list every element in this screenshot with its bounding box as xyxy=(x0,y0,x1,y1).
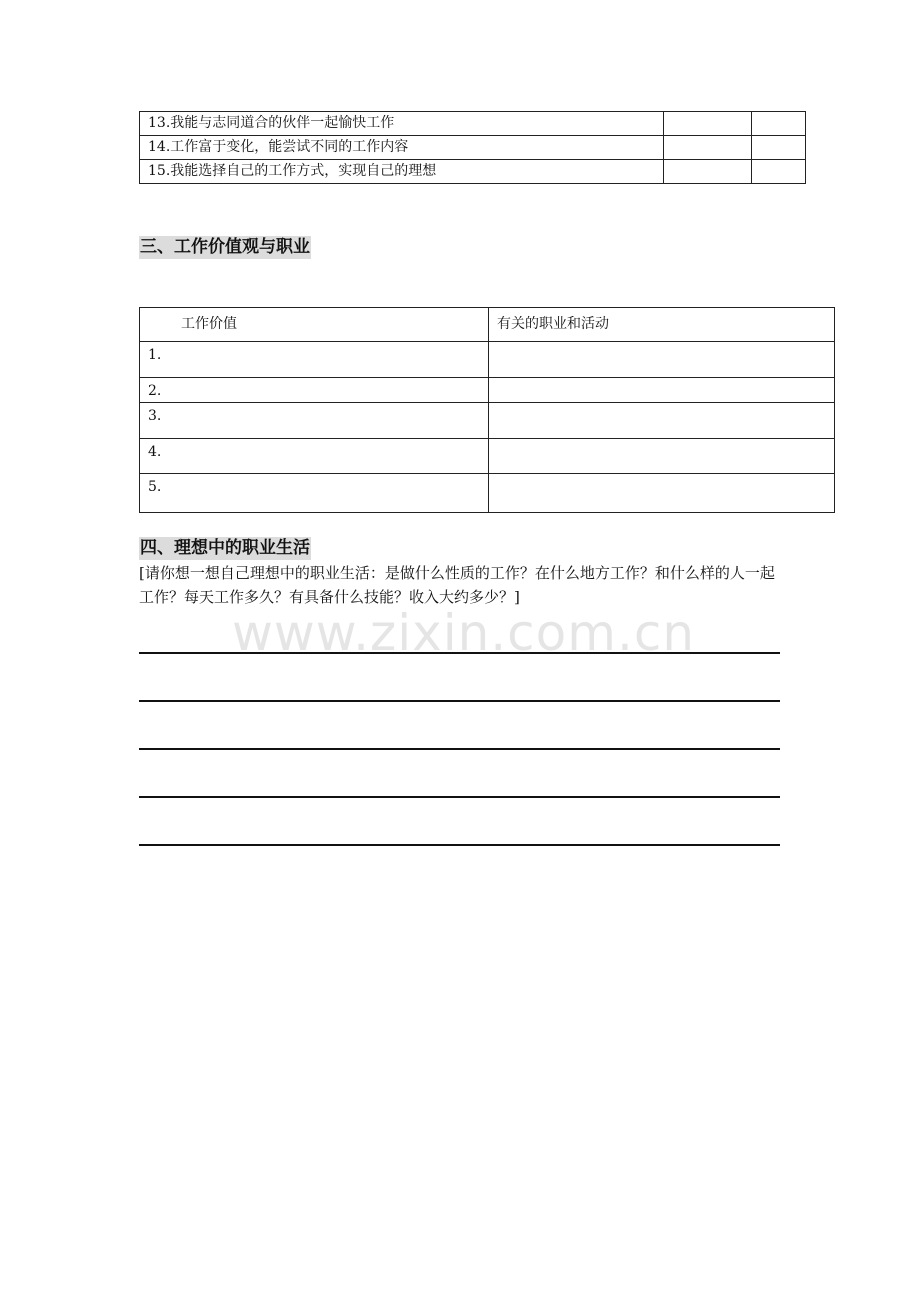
section-heading-work-values: 三、工作价值观与职业 xyxy=(140,237,310,257)
rating-cell[interactable] xyxy=(664,136,752,160)
table-row xyxy=(140,439,835,474)
statement-cell: 13.我能与志同道合的伙伴一起愉快工作 xyxy=(140,112,664,136)
writing-line[interactable] xyxy=(139,700,780,702)
watermark: www.zixin.com.cn xyxy=(232,604,696,662)
table-row xyxy=(140,160,806,184)
work-value-cell[interactable]: 4. xyxy=(140,439,489,474)
table-header-row xyxy=(140,308,835,342)
career-cell[interactable] xyxy=(489,439,835,474)
rating-cell[interactable] xyxy=(752,112,806,136)
career-cell[interactable] xyxy=(489,403,835,439)
table-row xyxy=(140,112,806,136)
section-heading-ideal-career: 四、理想中的职业生活 xyxy=(140,538,310,558)
header-related-careers: 有关的职业和活动 xyxy=(489,308,835,342)
writing-line[interactable] xyxy=(139,844,780,846)
work-values-table xyxy=(139,307,835,513)
header-work-value: 工作价值 xyxy=(140,308,489,342)
writing-line[interactable] xyxy=(139,748,780,750)
rating-cell[interactable] xyxy=(752,160,806,184)
table-row xyxy=(140,403,835,439)
table-row xyxy=(140,378,835,403)
self-assessment-table xyxy=(139,111,806,184)
table-row xyxy=(140,136,806,160)
career-cell[interactable] xyxy=(489,342,835,378)
career-cell[interactable] xyxy=(489,474,835,513)
table-row xyxy=(140,474,835,513)
work-value-cell[interactable]: 5. xyxy=(140,474,489,513)
writing-line[interactable] xyxy=(139,652,780,654)
statement-cell: 14.工作富于变化，能尝试不同的工作内容 xyxy=(140,136,664,160)
ideal-career-prompt: [请你想一想自己理想中的职业生活：是做什么性质的工作？在什么地方工作？和什么样的人一起工作？每天工作多久？有具备什么技能？收入大约多少？] xyxy=(139,564,775,606)
statement-cell: 15.我能选择自己的工作方式，实现自己的理想 xyxy=(140,160,664,184)
rating-cell[interactable] xyxy=(664,112,752,136)
work-value-cell[interactable]: 3. xyxy=(140,403,489,439)
work-value-cell[interactable]: 2. xyxy=(140,378,489,403)
table-row xyxy=(140,342,835,378)
writing-line[interactable] xyxy=(139,796,780,798)
career-cell[interactable] xyxy=(489,378,835,403)
rating-cell[interactable] xyxy=(752,136,806,160)
rating-cell[interactable] xyxy=(664,160,752,184)
work-value-cell[interactable]: 1. xyxy=(140,342,489,378)
